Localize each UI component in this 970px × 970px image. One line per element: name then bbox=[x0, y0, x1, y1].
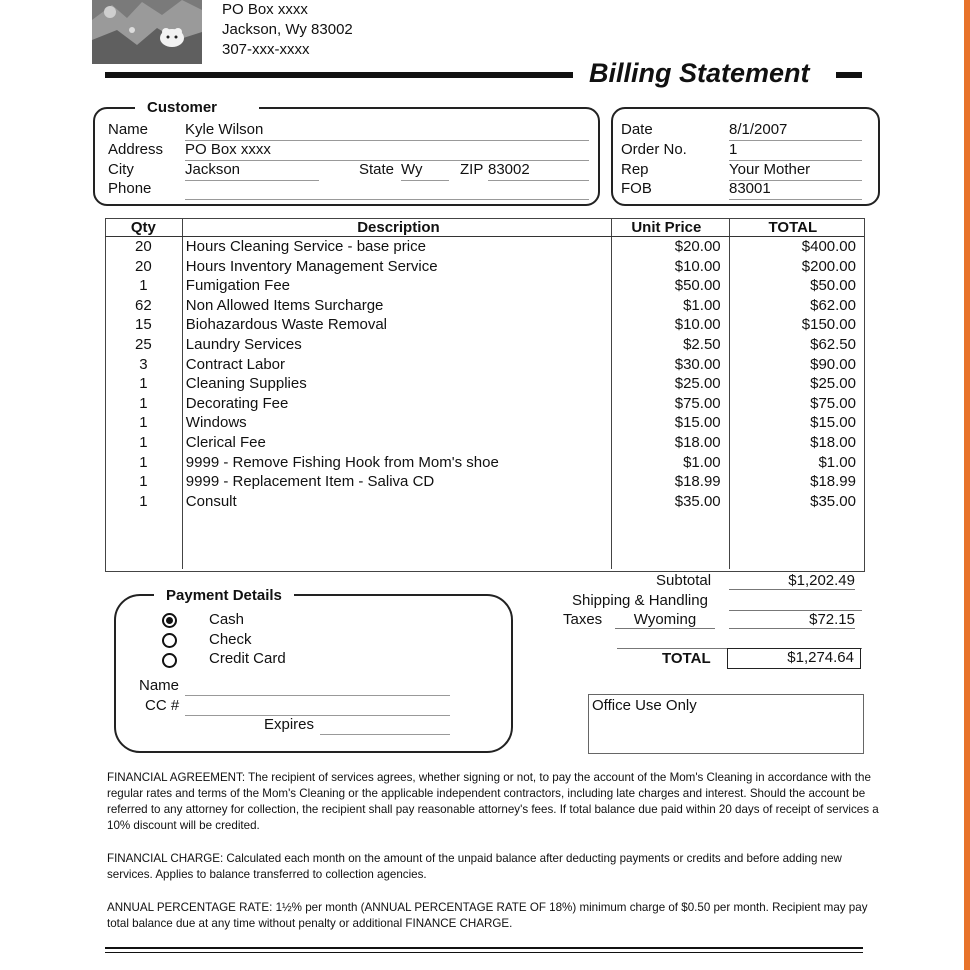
check-radio[interactable] bbox=[162, 633, 177, 648]
payment-details-legend: Payment Details bbox=[154, 587, 294, 604]
qty-cell: 1 bbox=[105, 472, 182, 492]
unit-price-cell: $10.00 bbox=[612, 315, 730, 335]
qty-cell: 1 bbox=[105, 453, 182, 473]
fob-label: FOB bbox=[621, 180, 652, 197]
description-cell: Fumigation Fee bbox=[182, 276, 611, 296]
table-row bbox=[105, 355, 864, 375]
description-cell: Hours Inventory Management Service bbox=[182, 257, 611, 277]
customer-zip-field[interactable]: 83002 bbox=[488, 161, 589, 181]
address-line-3: 307-xxx-xxxx bbox=[222, 41, 310, 58]
qty-cell: 20 bbox=[105, 237, 182, 257]
table-row bbox=[105, 257, 864, 277]
payment-option-cash: Cash bbox=[209, 611, 245, 628]
qty-cell: 15 bbox=[105, 315, 182, 335]
taxes-label: Taxes bbox=[563, 611, 603, 628]
table-row bbox=[105, 492, 864, 512]
city-label: City bbox=[108, 161, 134, 178]
total-cell: $75.00 bbox=[810, 394, 856, 412]
customer-name-field[interactable]: Kyle Wilson bbox=[185, 121, 589, 141]
cc-number-label: CC # bbox=[145, 697, 180, 714]
description-cell: Laundry Services bbox=[182, 335, 611, 355]
company-address bbox=[222, 0, 353, 60]
company-logo-photo bbox=[92, 0, 202, 64]
payment-option-check: Check bbox=[209, 631, 252, 648]
unit-price-cell: $2.50 bbox=[612, 335, 730, 355]
order-number-field[interactable]: 1 bbox=[729, 141, 862, 161]
subtotal-label: Subtotal bbox=[656, 572, 712, 589]
order-no-label: Order No. bbox=[621, 141, 687, 158]
state-label: State bbox=[359, 161, 395, 178]
phone-label: Phone bbox=[108, 180, 152, 197]
unit-price-cell: $1.00 bbox=[612, 453, 730, 473]
table-row bbox=[105, 472, 864, 492]
table-row bbox=[105, 296, 864, 316]
unit-price-cell: $20.00 bbox=[612, 237, 730, 257]
total-cell: $150.00 bbox=[801, 316, 856, 334]
unit-price-cell: $50.00 bbox=[612, 276, 730, 296]
total-cell: $25.00 bbox=[810, 375, 856, 393]
qty-cell: 1 bbox=[105, 394, 182, 414]
total-cell: $200.00 bbox=[801, 257, 856, 275]
total-cell: $400.00 bbox=[801, 238, 856, 255]
table-row bbox=[105, 433, 864, 453]
unit-price-cell: $30.00 bbox=[612, 355, 730, 375]
title-rule-left bbox=[105, 72, 573, 78]
table-row bbox=[105, 335, 864, 355]
unit-price-cell: $18.00 bbox=[612, 433, 730, 453]
address-label: Address bbox=[108, 141, 164, 158]
order-rep-field[interactable]: Your Mother bbox=[729, 161, 862, 181]
total-cell: $90.00 bbox=[810, 355, 856, 373]
office-use-box[interactable] bbox=[588, 694, 864, 754]
total-cell: $62.00 bbox=[810, 296, 856, 314]
shipping-value[interactable] bbox=[729, 592, 862, 611]
total-cell: $62.50 bbox=[810, 335, 856, 353]
description-cell: Contract Labor bbox=[182, 355, 611, 375]
unit-price-cell: $35.00 bbox=[612, 492, 730, 512]
total-cell: $18.99 bbox=[810, 473, 856, 491]
address-line-1: PO Box xxxx bbox=[222, 1, 308, 18]
total-cell: $1.00 bbox=[818, 453, 856, 471]
table-row bbox=[105, 276, 864, 296]
unit-price-cell: $75.00 bbox=[612, 394, 730, 414]
footer-rule-1 bbox=[105, 947, 863, 949]
description-cell: 9999 - Remove Fishing Hook from Mom's shoe bbox=[182, 453, 611, 473]
cash-radio[interactable] bbox=[162, 613, 177, 628]
customer-phone-field[interactable] bbox=[185, 180, 589, 200]
order-date-field[interactable]: 8/1/2007 bbox=[729, 121, 862, 141]
tax-region: Wyoming bbox=[615, 611, 715, 629]
total-header: TOTAL bbox=[729, 218, 864, 237]
qty-header: Qty bbox=[105, 218, 182, 237]
expires-label: Expires bbox=[264, 716, 315, 733]
unit-price-cell: $10.00 bbox=[612, 257, 730, 277]
logo-image bbox=[92, 0, 202, 64]
table-row bbox=[105, 394, 864, 414]
title-rule-right bbox=[836, 72, 862, 78]
total-cell: $50.00 bbox=[810, 277, 856, 295]
unit-price-cell: $25.00 bbox=[612, 374, 730, 394]
address-line-2: Jackson, Wy 83002 bbox=[222, 21, 353, 38]
total-cell: $18.00 bbox=[810, 433, 856, 451]
customer-state-field[interactable]: Wy bbox=[401, 161, 449, 181]
unit-price-cell: $15.00 bbox=[612, 413, 730, 433]
footer-rule-2 bbox=[105, 952, 863, 953]
table-row bbox=[105, 237, 864, 257]
order-fob-field[interactable]: 83001 bbox=[729, 180, 862, 200]
financial-agreement-text: FINANCIAL AGREEMENT: The recipient of services agrees, whether signing or not, to pay the account of the Mom's Cleaning in accordance with the regular rates and terms of the Mom's Cleaning or the applicable independent contractors, including late charges and interest. Should the account be referred to any attorney for collection, the recipient shall pay reasonable attorney's fees. If total balance due paid within 20 days of receipt of services a 10% discount will be credited. bbox=[107, 771, 879, 832]
qty-cell: 1 bbox=[105, 433, 182, 453]
table-row-empty bbox=[105, 511, 864, 569]
customer-city-field[interactable]: Jackson bbox=[185, 161, 319, 181]
name-label: Name bbox=[108, 121, 149, 138]
qty-cell: 1 bbox=[105, 413, 182, 433]
apr-text: ANNUAL PERCENTAGE RATE: 1½% per month (ANNUAL PERCENTAGE RATE OF 18%) minimum charge of $0.50 per month. Recipient may pay total balance due at any time without penalty or additional FINANCE CHARGE. bbox=[107, 901, 868, 930]
table-row bbox=[105, 453, 864, 473]
description-cell: Hours Cleaning Service - base price bbox=[182, 237, 611, 257]
customer-address-field[interactable]: PO Box xxxx bbox=[185, 141, 589, 161]
description-header: Description bbox=[182, 218, 611, 237]
qty-cell: 25 bbox=[105, 335, 182, 355]
total-cell: $15.00 bbox=[810, 414, 856, 432]
office-use-label: Office Use Only bbox=[592, 697, 697, 714]
description-cell: Windows bbox=[182, 413, 611, 433]
credit-card-radio[interactable] bbox=[162, 653, 177, 668]
zip-label: ZIP bbox=[460, 161, 484, 178]
expires-field[interactable] bbox=[320, 715, 450, 735]
table-header-row bbox=[105, 218, 864, 237]
description-cell: Clerical Fee bbox=[182, 433, 611, 453]
page-edge-stripe bbox=[964, 0, 970, 970]
description-cell: 9999 - Replacement Item - Saliva CD bbox=[182, 472, 611, 492]
cc-number-field[interactable] bbox=[185, 696, 450, 716]
financial-charge-text: FINANCIAL CHARGE: Calculated each month on the amount of the unpaid balance after deducting payments or credits and before adding new services. Applies to balance transferred to collection agencies. bbox=[107, 852, 842, 881]
qty-cell: 1 bbox=[105, 276, 182, 296]
customer-legend: Customer bbox=[135, 99, 259, 116]
qty-cell: 3 bbox=[105, 355, 182, 375]
payment-option-credit-card: Credit Card bbox=[209, 650, 286, 667]
subtotal-value: $1,202.49 bbox=[729, 572, 855, 590]
page-title: Billing Statement bbox=[589, 58, 810, 88]
unit-price-header: Unit Price bbox=[612, 218, 730, 237]
table-row bbox=[105, 374, 864, 394]
description-cell: Decorating Fee bbox=[182, 394, 611, 414]
line-items-table bbox=[105, 218, 864, 569]
payment-name-label: Name bbox=[139, 677, 180, 694]
unit-price-cell: $18.99 bbox=[612, 472, 730, 492]
description-cell: Non Allowed Items Surcharge bbox=[182, 296, 611, 316]
rep-label: Rep bbox=[621, 161, 649, 178]
shipping-label: Shipping & Handling bbox=[572, 592, 708, 609]
payment-name-field[interactable] bbox=[185, 676, 450, 696]
description-cell: Cleaning Supplies bbox=[182, 374, 611, 394]
taxes-value: $72.15 bbox=[729, 611, 855, 629]
total-label: TOTAL bbox=[662, 650, 711, 667]
qty-cell: 1 bbox=[105, 492, 182, 512]
date-label: Date bbox=[621, 121, 653, 138]
table-row bbox=[105, 315, 864, 335]
description-cell: Biohazardous Waste Removal bbox=[182, 315, 611, 335]
unit-price-cell: $1.00 bbox=[612, 296, 730, 316]
table-row bbox=[105, 413, 864, 433]
grand-total-value: $1,274.64 bbox=[727, 648, 861, 669]
qty-cell: 62 bbox=[105, 296, 182, 316]
total-cell: $35.00 bbox=[810, 492, 856, 510]
qty-cell: 20 bbox=[105, 257, 182, 277]
description-cell: Consult bbox=[182, 492, 611, 512]
qty-cell: 1 bbox=[105, 374, 182, 394]
